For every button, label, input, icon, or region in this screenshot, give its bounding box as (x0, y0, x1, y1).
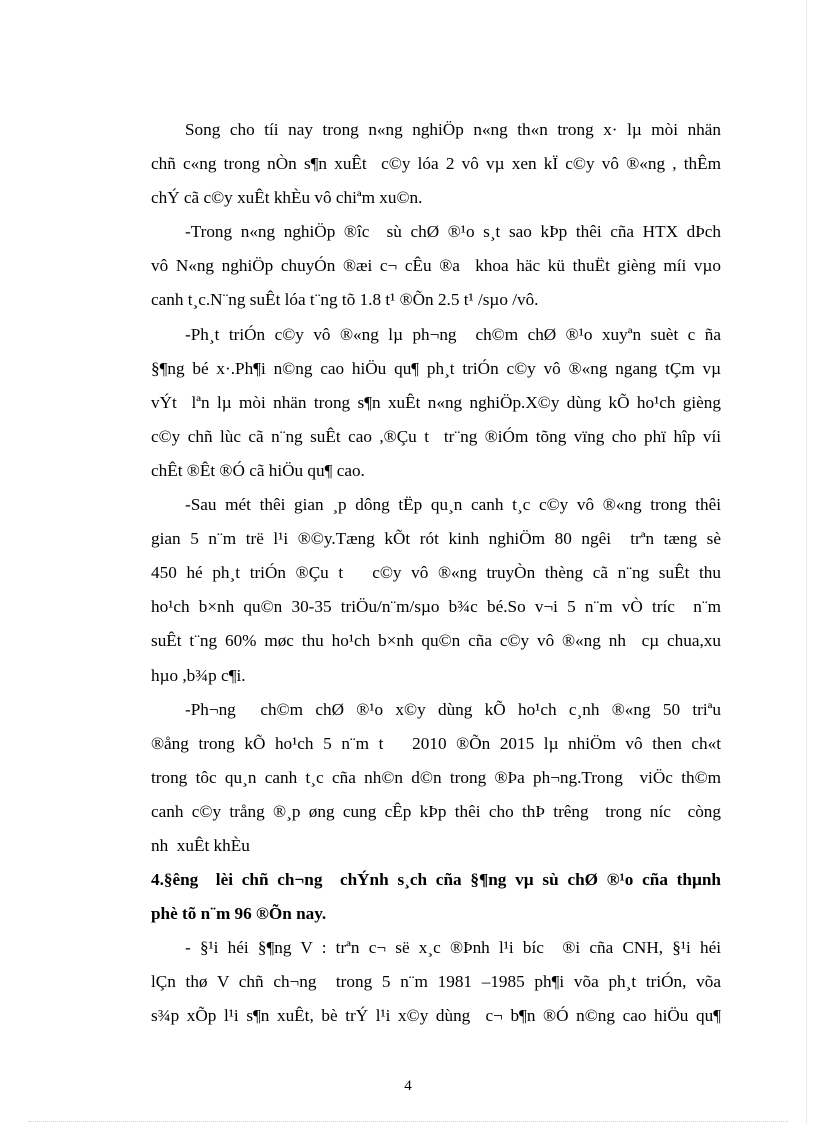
paragraph (151, 215, 721, 317)
text-line: canh c©y trång ®¸p øng cung cÊp kÞp thêi cho thÞ trêng trong níc còng (151, 801, 721, 821)
text-line: -Trong n«ng nghiÖp ®îc sù chØ ®¹o s¸t sao kÞp thêi cña HTX dÞch (185, 222, 721, 242)
text-line: nh xuÊt khÈu (151, 835, 250, 855)
text-line: ®ång trong kÕ ho¹ch 5 n¨m t 2010 ®Õn 2015 lµ nhiÖm vô then ch«t (151, 733, 721, 753)
section-heading (151, 863, 721, 931)
text-line: chÊt ®Êt ®Ó cã hiÖu qu¶ cao. (151, 460, 365, 480)
heading-line: phè tõ n¨m 96 ®Õn nay. (151, 904, 327, 924)
text-line: ho¹ch b×nh qu©n 30-35 triÖu/n¨m/sµo b¾c bé.So v¬i 5 n¨m vÒ tríc n¨m (151, 597, 721, 617)
text-line: trong tôc qu¸n canh t¸c cña nh©n d©n trong ®Þa ph¬ng.Trong viÖc th©m (151, 767, 721, 787)
page-edge-divider (806, 0, 807, 1123)
paragraph (151, 931, 721, 1033)
paragraph (151, 693, 721, 863)
heading-line: 4.§êng lèi chñ ch¬ng chÝnh s¸ch cña §¶ng vµ sù chØ ®¹o cña thµnh (151, 870, 721, 890)
text-line: Song cho tíi nay trong n«ng nghiÖp n«ng th«n trong x· lµ mòi nhän (185, 120, 721, 139)
page-break-divider (28, 1121, 788, 1122)
text-line: vô N«ng nghiÖp chuyÓn ®æi c¬ cÊu ®a khoa häc kü thuËt gièng míi vµo (151, 256, 721, 276)
text-line: hµo ,b¾p c¶i. (151, 665, 246, 685)
paragraph (151, 113, 721, 215)
paragraph (151, 318, 721, 488)
text-line: vÝt lªn lµ mòi nhän trong s¶n xuÊt n«ng nghiÖp.X©y dùng kÕ ho¹ch gièng (151, 392, 721, 412)
text-line: gian 5 n¨m trë l¹i ®©y.Tæng kÕt rót kinh nghiÖm 80 ngêi trªn tæng sè (151, 529, 721, 549)
body-text (151, 113, 721, 1034)
text-line: chñ c«ng trong nÒn s¶n xuÊt c©y lóa 2 vô vµ xen kÏ c©y vô ®«ng , thÊm (151, 154, 721, 174)
text-line: lÇn thø V chñ ch¬ng trong 5 n¨m 1981 –1985 ph¶i võa ph¸t triÓn, võa (151, 972, 721, 992)
text-line: -Sau mét thêi gian ¸p dông tËp qu¸n canh t¸c c©y vô ®«ng trong thêi (185, 495, 721, 515)
text-line: canh t¸c.N¨ng suÊt lóa t¨ng tõ 1.8 t¹ ®Õn 2.5 t¹ /sµo /vô. (151, 290, 539, 310)
page-number: 4 (404, 1078, 412, 1094)
text-line: s¾p xÕp l¹i s¶n xuÊt, bè trÝ l¹i x©y dùng c¬ b¶n ®Ó n©ng cao hiÖu qu¶ (151, 1006, 721, 1026)
text-line: -Ph¸t triÓn c©y vô ®«ng lµ ph¬ng ch©m chØ ®¹o xuyªn suèt c ña (185, 324, 721, 344)
text-line: suÊt t¨ng 60% møc thu ho¹ch b×nh qu©n cña c©y vô ®«ng nh cµ chua,xu (151, 631, 721, 651)
text-line: c©y chñ lùc cã n¨ng suÊt cao ,®Çu t tr¨ng ®iÓm tõng vïng cho phï hîp víi (151, 426, 721, 446)
text-line: chÝ cã c©y xuÊt khÈu vô chiªm xu©n. (151, 188, 423, 208)
text-line: -Ph¬ng ch©m chØ ®¹o x©y dùng kÕ ho¹ch c¸nh ®«ng 50 triªu (185, 699, 721, 719)
paragraph (151, 488, 721, 693)
text-line: 450 hé ph¸t triÓn ®Çu t c©y vô ®«ng truyÒn thèng cã n¨ng suÊt thu (151, 563, 721, 583)
text-line: §¶ng bé x·.Ph¶i n©ng cao hiÖu qu¶ ph¸t triÓn c©y vô ®«ng ngang tÇm vµ (151, 358, 721, 378)
text-line: - §¹i héi §¶ng V : trªn c¬ së x¸c ®Þnh l¹i bíc ®i cña CNH, §¹i héi (185, 938, 721, 958)
